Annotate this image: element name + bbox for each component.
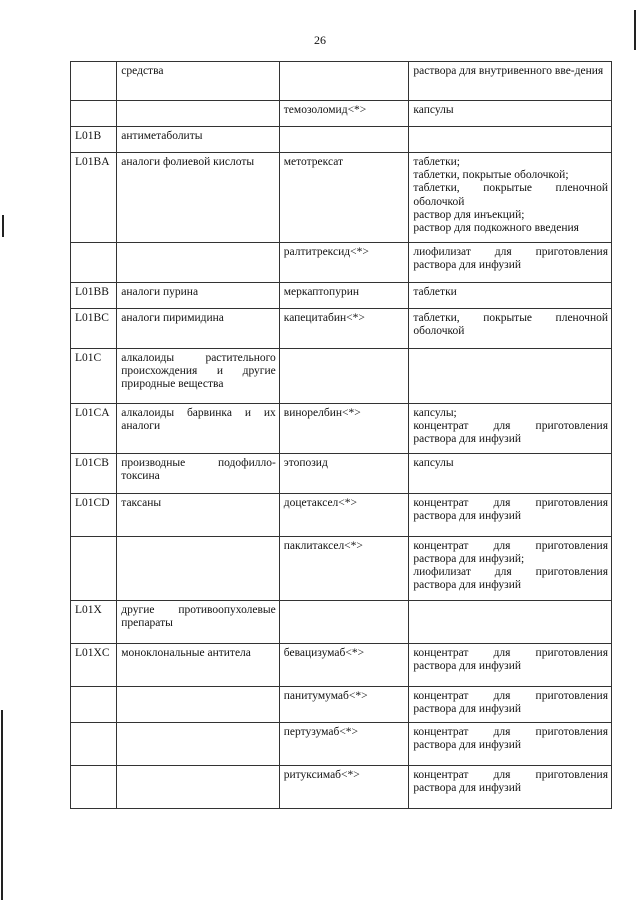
table-row [71,404,612,454]
table-row [71,349,612,404]
anatomical-therapeutic-group-cell: производные подофилло-токсина [117,453,280,493]
table-body [71,62,612,809]
anatomical-therapeutic-group-cell: таксаны [117,493,280,536]
anatomical-therapeutic-group-cell: алкалоиды растительного происхождения и другие природные вещества [117,349,280,404]
table-row [71,536,612,600]
dosage-forms-cell [409,62,612,101]
atc-code-cell: L01BC [71,309,117,349]
table-row [71,153,612,243]
drug-name-cell: ралтитрексид<*> [279,243,409,283]
table-row [71,453,612,493]
table-row [71,643,612,686]
dosage-forms-cell [409,243,612,283]
dosage-forms-cell [409,723,612,766]
table-row [71,243,612,283]
dosage-forms-cell [409,536,612,600]
atc-code-cell [71,766,117,809]
atc-code-cell: L01XC [71,643,117,686]
anatomical-therapeutic-group-cell [117,536,280,600]
dosage-form-text: раствор для инъекций; [413,208,525,221]
dosage-form-text: концентрат для приготовления раствора для инфузий [413,496,608,522]
dosage-form-text: таблетки [413,286,457,298]
anatomical-therapeutic-group-cell: другие противоопухолевые препараты [117,600,280,643]
table-row [71,766,612,809]
dosage-form-text: таблетки, покрытые пленочной оболочкой [413,182,608,208]
drug-classification-table [70,61,612,809]
anatomical-therapeutic-group-cell: алкалоиды барвинка и их аналоги [117,404,280,454]
dosage-forms-cell [409,101,612,127]
atc-code-cell: L01X [71,600,117,643]
anatomical-therapeutic-group-cell [117,766,280,809]
table-row [71,309,612,349]
anatomical-therapeutic-group-cell: моноклональные антитела [117,643,280,686]
table-row [71,686,612,722]
table-row [71,62,612,101]
drug-name-cell: пертузумаб<*> [279,723,409,766]
table-row [71,600,612,643]
table-row [71,127,612,153]
anatomical-therapeutic-group-cell [117,243,280,283]
drug-name-cell: капецитабин<*> [279,309,409,349]
drug-name-cell: доцетаксел<*> [279,493,409,536]
dosage-forms-cell [409,686,612,722]
dosage-form-text: капсулы [413,456,454,469]
anatomical-therapeutic-group-cell [117,723,280,766]
drug-name-cell [279,62,409,101]
anatomical-therapeutic-group-cell [117,101,280,127]
scan-edge-mark [2,215,4,237]
dosage-form-text: капсулы [413,104,454,116]
table-row [71,101,612,127]
dosage-forms-cell [409,493,612,536]
drug-name-cell: этопозид [279,453,409,493]
table-row [71,723,612,766]
atc-code-cell: L01BA [71,153,117,243]
atc-code-cell [71,101,117,127]
atc-code-cell [71,62,117,101]
dosage-forms-cell [409,283,612,309]
dosage-form-text: концентрат для приготовления раствора для инфузий [413,769,608,795]
dosage-form-text: таблетки, покрытые оболочкой; [413,169,569,182]
drug-name-cell: паклитаксел<*> [279,536,409,600]
table-row [71,283,612,309]
anatomical-therapeutic-group-cell: аналоги пиримидина [117,309,280,349]
drug-name-cell [279,349,409,404]
atc-code-cell: L01CA [71,404,117,454]
anatomical-therapeutic-group-cell: средства [117,62,280,101]
atc-code-cell: L01CD [71,493,117,536]
dosage-form-text: концентрат для приготовления раствора для инфузий [413,646,608,672]
drug-name-cell: винорелбин<*> [279,404,409,454]
dosage-form-text: концентрат для приготовления раствора для инфузий [413,420,608,446]
dosage-form-text: раствора для внутривенного вве-дения [413,65,604,77]
table-row [71,493,612,536]
atc-code-cell: L01BB [71,283,117,309]
dosage-forms-cell [409,349,612,404]
dosage-form-text: концентрат для приготовления раствора для инфузий; [413,539,608,565]
scan-edge-mark [1,710,3,900]
drug-name-cell [279,600,409,643]
atc-code-cell [71,243,117,283]
drug-name-cell [279,127,409,153]
dosage-form-text: таблетки, покрытые пленочной оболочкой [413,312,608,338]
drug-name-cell: панитумумаб<*> [279,686,409,722]
dosage-forms-cell [409,309,612,349]
dosage-forms-cell [409,153,612,243]
drug-name-cell: метотрексат [279,153,409,243]
dosage-form-text: лиофилизат для приготовления раствора для инфузий [413,566,608,592]
anatomical-therapeutic-group-cell: аналоги фолиевой кислоты [117,153,280,243]
atc-code-cell: L01C [71,349,117,404]
dosage-form-text: концентрат для приготовления раствора для инфузий [413,689,608,715]
dosage-form-text: капсулы; [413,407,457,419]
atc-code-cell [71,536,117,600]
dosage-form-text: лиофилизат для приготовления раствора для инфузий [413,246,608,272]
page-number: 26 [314,33,326,47]
dosage-forms-cell [409,404,612,454]
atc-code-cell: L01B [71,127,117,153]
atc-code-cell: L01CB [71,453,117,493]
dosage-forms-cell [409,127,612,153]
dosage-forms-cell [409,766,612,809]
dosage-forms-cell [409,453,612,493]
anatomical-therapeutic-group-cell: антиметаболиты [117,127,280,153]
anatomical-therapeutic-group-cell: аналоги пурина [117,283,280,309]
dosage-forms-cell [409,643,612,686]
anatomical-therapeutic-group-cell [117,686,280,722]
dosage-form-text: раствор для подкожного введения [413,222,579,235]
dosage-forms-cell [409,600,612,643]
drug-name-cell: меркаптопурин [279,283,409,309]
drug-name-cell: темозоломид<*> [279,101,409,127]
drug-name-cell: бевацизумаб<*> [279,643,409,686]
atc-code-cell [71,723,117,766]
dosage-form-text: концентрат для приготовления раствора для инфузий [413,726,608,752]
scan-edge-mark [634,10,636,50]
drug-name-cell: ритуксимаб<*> [279,766,409,809]
atc-code-cell [71,686,117,722]
dosage-form-text: таблетки; [413,156,460,168]
